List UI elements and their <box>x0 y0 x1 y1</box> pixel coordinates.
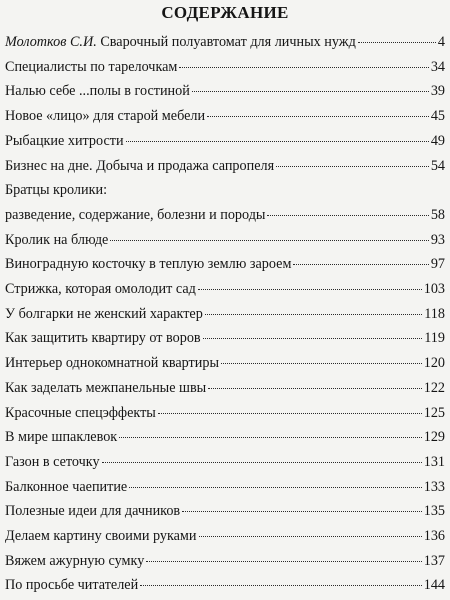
toc-entry <box>5 158 445 175</box>
toc-page-number: 125 <box>423 404 445 421</box>
toc-entry <box>5 133 445 150</box>
toc-page-number: 120 <box>423 355 445 372</box>
toc-entry-title <box>5 479 127 496</box>
toc-entry-text: Как защитить квартиру от воров <box>5 330 201 347</box>
toc-entry-text: Газон в сеточку <box>5 453 100 470</box>
dot-leader <box>221 363 422 364</box>
dot-leader <box>129 487 422 488</box>
toc-entry-text: Полезные идеи для дачников <box>5 503 181 520</box>
toc-entry-author: Молотков С.И. <box>5 34 97 50</box>
toc-page-number: 129 <box>423 429 445 446</box>
toc-page-number: 93 <box>430 231 445 248</box>
toc-entry <box>5 479 445 496</box>
dot-leader <box>119 437 422 438</box>
toc-page-number: 135 <box>423 503 445 520</box>
toc-page-number: 136 <box>423 528 445 544</box>
dot-leader <box>205 314 422 315</box>
dot-leader <box>179 67 428 68</box>
page-title: СОДЕРЖАНИЕ <box>161 3 289 22</box>
dot-leader <box>182 511 422 512</box>
dot-leader <box>199 536 422 537</box>
toc-entry <box>5 207 445 224</box>
toc-entry-text: Стрижка, которая омолодит сад <box>5 281 196 297</box>
dot-leader <box>207 116 429 117</box>
toc-page-number: 54 <box>430 157 445 174</box>
toc-entry-text: Братцы кролики: <box>5 182 108 199</box>
toc-entry-title <box>5 182 107 199</box>
dot-leader <box>146 561 421 562</box>
toc-page-number: 131 <box>423 453 445 470</box>
toc-entry <box>5 34 445 51</box>
toc-entry-text: У болгарки не женский характер <box>5 305 203 322</box>
toc-entry-title <box>5 256 291 273</box>
toc-page-number: 103 <box>423 281 445 297</box>
toc-entry-text: Сварочный полуавтомат для личных нужд <box>96 34 356 50</box>
toc-entry-title <box>5 380 206 397</box>
toc-entry-title <box>5 528 197 545</box>
toc-entry <box>5 405 445 422</box>
toc-entry-text: разведение, содержание, болезни и породы <box>5 206 266 223</box>
toc-page-number: 45 <box>430 108 445 125</box>
toc-entry-title <box>5 207 265 224</box>
toc-page-number: 137 <box>423 552 445 569</box>
toc-entry-text: В мире шпаклевок <box>5 429 118 446</box>
toc-entry <box>5 330 445 347</box>
dot-leader <box>158 413 422 414</box>
toc-page-number: 4 <box>437 34 445 50</box>
toc-page-number: 97 <box>430 256 445 273</box>
toc-entry-title <box>5 330 201 347</box>
dot-leader <box>192 91 429 92</box>
toc-entry <box>5 59 445 76</box>
toc-entry-text: Балконное чаепитие <box>5 478 128 495</box>
toc-entry-text: Рыбацкие хитрости <box>5 132 124 149</box>
toc-entry-text: Бизнес на дне. Добыча и продажа сапропеля <box>5 157 275 174</box>
toc-entry <box>5 256 445 273</box>
toc-entry-title <box>5 429 117 446</box>
toc-entry-title <box>5 34 356 51</box>
toc-entry <box>5 429 445 446</box>
dot-leader <box>102 462 422 463</box>
toc-entry-text: Красочные спецэффекты <box>5 404 156 421</box>
toc-entry-title <box>5 83 190 100</box>
dot-leader <box>208 388 422 389</box>
toc-entry-text: Специалисты по тарелочкам <box>5 58 178 75</box>
toc-page-number: 133 <box>423 478 445 495</box>
toc-entry-text: Кролик на блюде <box>5 231 109 248</box>
dot-leader <box>358 42 436 43</box>
toc-entry <box>5 577 445 594</box>
toc-entry-title <box>5 232 108 249</box>
toc-entry <box>5 380 445 397</box>
dot-leader <box>198 289 422 290</box>
toc-entry-title <box>5 133 124 150</box>
toc-page-number: 49 <box>430 132 445 149</box>
toc-entry-title <box>5 281 196 298</box>
toc-entry <box>5 83 445 100</box>
dot-leader <box>267 215 428 216</box>
toc-entry <box>5 281 445 298</box>
dot-leader <box>293 264 428 265</box>
toc-entry <box>5 503 445 520</box>
toc-entry <box>5 182 445 199</box>
dot-leader <box>276 166 429 167</box>
toc-entry-text: Делаем картину своими руками <box>5 528 197 544</box>
toc-entry <box>5 454 445 471</box>
table-of-contents <box>5 0 445 600</box>
dot-leader <box>140 585 422 586</box>
toc-page-number: 122 <box>423 379 445 396</box>
toc-entry-text: Вяжем ажурную сумку <box>5 552 145 569</box>
toc-entry <box>5 553 445 570</box>
toc-entry-title <box>5 577 138 594</box>
toc-page-number: 39 <box>430 83 445 100</box>
toc-page-number: 58 <box>430 206 445 223</box>
toc-entry <box>5 355 445 372</box>
toc-entry-title <box>5 553 144 570</box>
toc-entry-text: Как заделать межпанельные швы <box>5 379 207 396</box>
dot-leader <box>126 141 429 142</box>
toc-entry-title <box>5 405 156 422</box>
toc-entry-title <box>5 503 180 520</box>
toc-entry-text: Налью себе ...полы в гостиной <box>5 83 190 100</box>
dot-leader <box>203 338 423 339</box>
toc-entry-text: Новое «лицо» для старой мебели <box>5 108 206 125</box>
toc-entry <box>5 108 445 125</box>
toc-page-number: 34 <box>430 58 445 75</box>
toc-entry-title <box>5 108 205 125</box>
toc-entry <box>5 232 445 249</box>
toc-entry-title <box>5 355 219 372</box>
dot-leader <box>110 240 428 241</box>
toc-entry-title <box>5 306 203 323</box>
toc-entry-text: Интерьер однокомнатной квартиры <box>5 355 219 372</box>
toc-page-number: 119 <box>424 330 445 347</box>
toc-entry-text: Виноградную косточку в теплую землю зароем <box>5 256 292 273</box>
toc-entry <box>5 528 445 545</box>
toc-entry <box>5 306 445 323</box>
toc-page-number: 118 <box>424 305 445 322</box>
toc-entry-title <box>5 454 100 471</box>
toc-entry-title <box>5 158 274 175</box>
toc-entry-text: По просьбе читателей <box>5 577 139 594</box>
toc-page-number: 144 <box>423 577 445 594</box>
toc-entry-title <box>5 59 177 76</box>
